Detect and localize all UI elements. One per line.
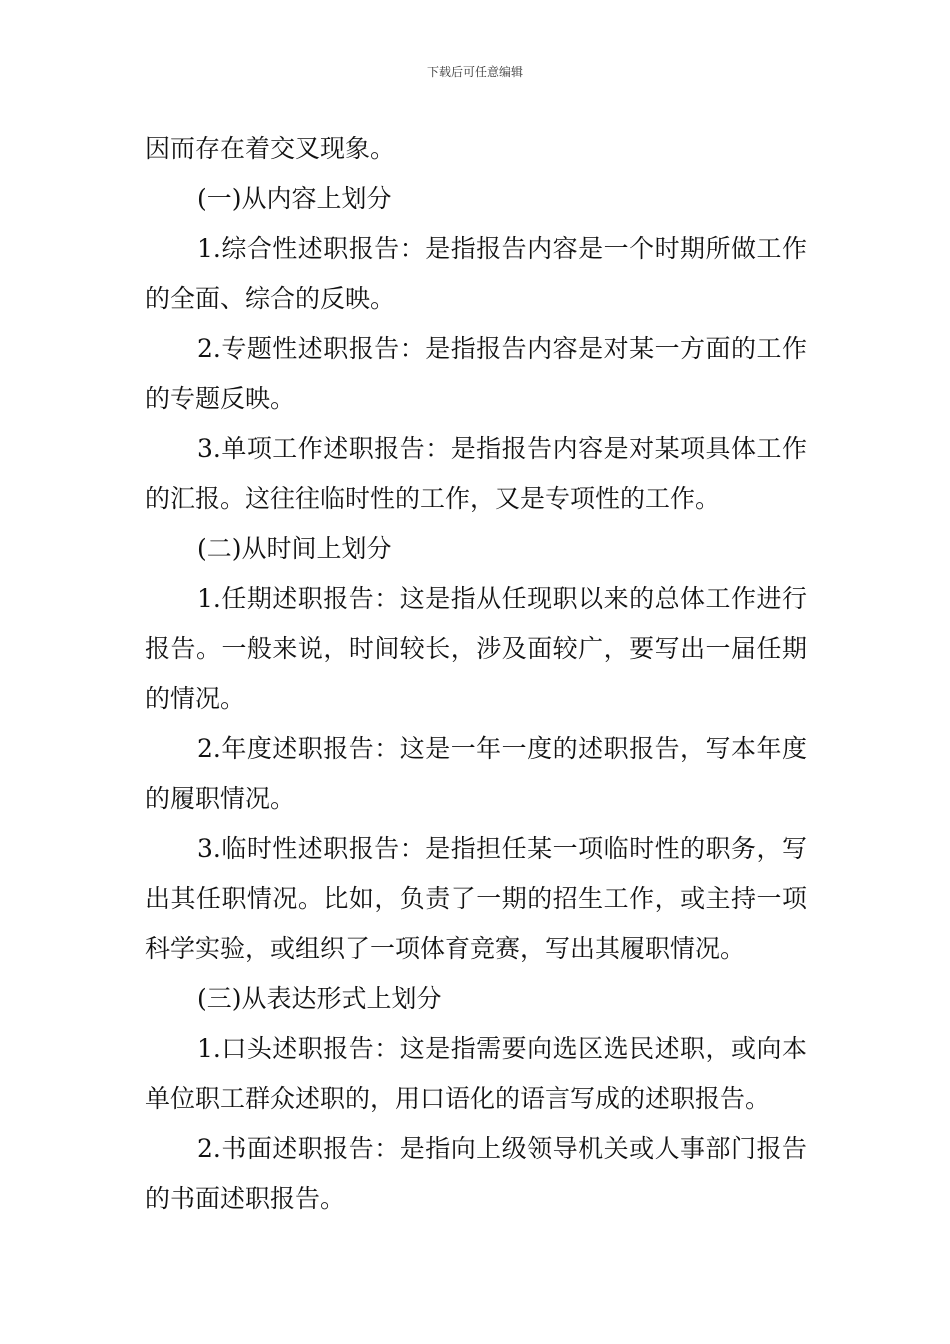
paragraph-topical-report: 2.专题性述职报告：是指报告内容是对某一方面的工作的专题反映。 — [145, 334, 807, 413]
section-heading-content: (一)从内容上划分 — [197, 184, 392, 213]
document-body — [145, 124, 807, 1224]
paragraph-comprehensive-report: 1.综合性述职报告：是指报告内容是一个时期所做工作的全面、综合的反映。 — [145, 234, 807, 313]
paragraph-term-report: 1.任期述职报告：这是指从任现职以来的总体工作进行报告。一般来说，时间较长，涉及面较广，要写出一届任期的情况。 — [145, 584, 807, 713]
section-heading-form: (三)从表达形式上划分 — [197, 984, 442, 1013]
page-header: 下载后可任意编辑 — [426, 65, 523, 79]
paragraph-single-item-report: 3.单项工作述职报告：是指报告内容是对某项具体工作的汇报。这往往临时性的工作，又是专项性的工作。 — [145, 434, 807, 513]
section-heading-time: (二)从时间上划分 — [197, 534, 392, 563]
paragraph-oral-report: 1.口头述职报告：这是指需要向选区选民述职，或向本单位职工群众述职的，用口语化的语言写成的述职报告。 — [145, 1034, 807, 1113]
paragraph-written-report: 2.书面述职报告：是指向上级领导机关或人事部门报告的书面述职报告。 — [145, 1134, 807, 1213]
paragraph-1: 因而存在着交叉现象。 — [145, 134, 396, 163]
paragraph-temporary-report: 3.临时性述职报告：是指担任某一项临时性的职务，写出其任职情况。比如，负责了一期的招生工作，或主持一项科学实验，或组织了一项体育竞赛，写出其履职情况。 — [145, 834, 807, 963]
paragraph-annual-report: 2.年度述职报告：这是一年一度的述职报告，写本年度的履职情况。 — [145, 734, 807, 813]
